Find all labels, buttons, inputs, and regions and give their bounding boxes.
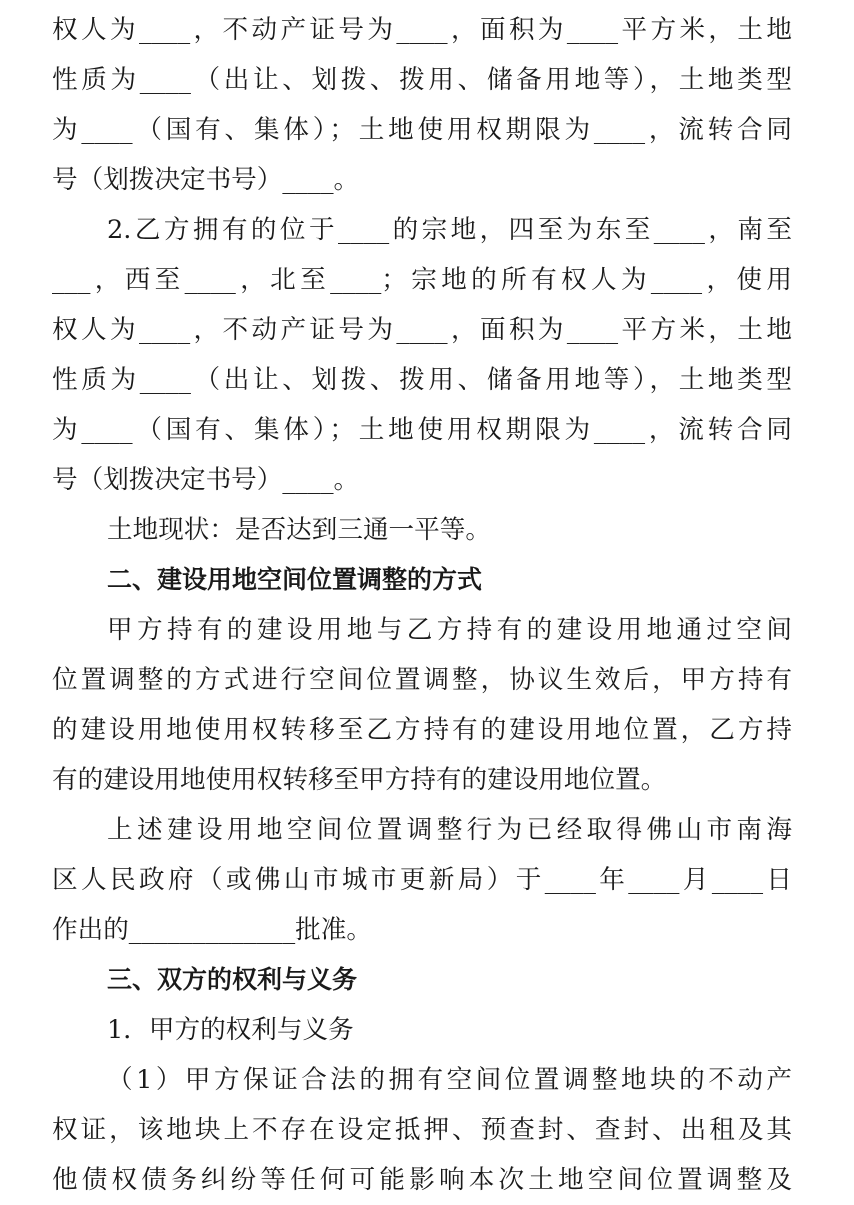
text-line: （1）甲方保证合法的拥有空间位置调整地块的不动产 — [107, 1065, 792, 1095]
text-line: 权证，该地块上不存在设定抵押、预查封、查封、出租及其 — [52, 1115, 792, 1145]
text-line: ___，西至____，北至____；宗地的所有权人为____，使用 — [52, 265, 792, 295]
text-line: 为____（国有、集体）；土地使用权期限为____，流转合同 — [52, 415, 792, 445]
text-line: 位置调整的方式进行空间位置调整，协议生效后，甲方持有 — [52, 665, 792, 695]
text-line: 为____（国有、集体）；土地使用权期限为____，流转合同 — [52, 115, 792, 145]
text-line: 他债权债务纠纷等任何可能影响本次土地空间位置调整及 — [52, 1165, 792, 1195]
text-line: 号（划拨决定书号）____。 — [52, 165, 360, 195]
text-line: 性质为____（出让、划拨、拨用、储备用地等），土地类型 — [52, 365, 792, 395]
text-line: 权人为____，不动产证号为____，面积为____平方米，土地 — [52, 315, 792, 345]
section-heading: 三、双方的权利与义务 — [107, 965, 358, 994]
section-heading: 二、建设用地空间位置调整的方式 — [107, 565, 483, 594]
text-line: 作出的_____________批准。 — [52, 915, 372, 945]
text-line: 权人为____，不动产证号为____，面积为____平方米，土地 — [52, 15, 792, 45]
text-line: 甲方持有的建设用地与乙方持有的建设用地通过空间 — [107, 615, 792, 645]
text-line: 的建设用地使用权转移至乙方持有的建设用地位置，乙方持 — [52, 715, 792, 745]
subsection-heading: 1．甲方的权利与义务 — [107, 1015, 354, 1045]
text-line: 区人民政府（或佛山市城市更新局）于____年____月____日 — [52, 865, 792, 895]
text-line: 2.乙方拥有的位于____的宗地，四至为东至____，南至 — [107, 215, 792, 245]
text-line: 有的建设用地使用权转移至甲方持有的建设用地位置。 — [52, 765, 667, 795]
text-line: 土地现状：是否达到三通一平等。 — [107, 515, 491, 545]
text-line: 号（划拨决定书号）____。 — [52, 465, 360, 495]
text-line: 性质为____（出让、划拨、拨用、储备用地等），土地类型 — [52, 65, 792, 95]
text-line: 上述建设用地空间位置调整行为已经取得佛山市南海 — [107, 815, 792, 845]
